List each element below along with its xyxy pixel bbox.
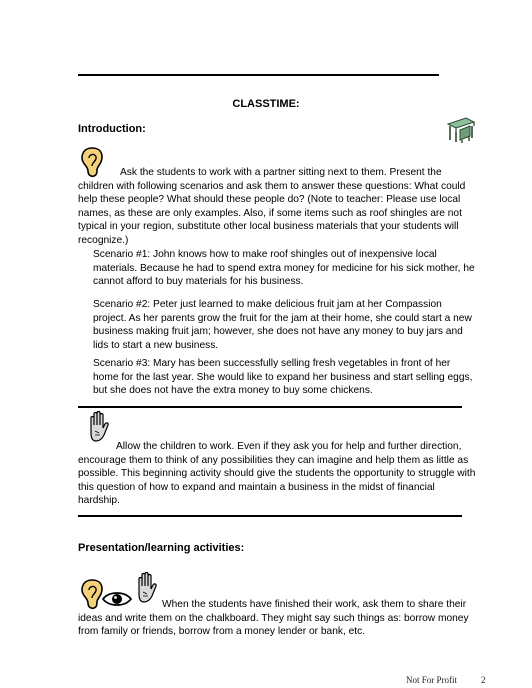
page-number: 2 xyxy=(481,675,486,685)
work-divider xyxy=(78,515,462,517)
desk-chair-icon xyxy=(444,114,478,144)
introduction-heading: Introduction: xyxy=(78,123,146,135)
scenarios-divider xyxy=(78,406,462,408)
footer-note: Not For Profit xyxy=(406,675,458,685)
introduction-paragraph: Ask the students to work with a partner sitting next to them. Present the children with following scenarios and ask them to answer these questions: What could help these people? What should these people do? (Note to teacher: Please use local names, as these are only examples. Also, if some items such as roof shingles are not typical in your region, substitute other local business materials that your students will recognize.) xyxy=(78,167,466,246)
scenario-2: Scenario #2: Peter just learned to make delicious fruit jam at her Compassion project. As her parents grow the fruit for the jam at their home, she could start a new business making fruit jam; however, she does not have any money to buy jars and lids to start a new business. xyxy=(93,299,472,351)
scenario-1: Scenario #1: John knows how to make roof shingles out of inexpensive local materials. Because he had to spend extra money for medicine for his sick mother, he cannot afford to buy materials for his business. xyxy=(93,249,475,288)
page-title: CLASSTIME: xyxy=(232,98,300,110)
top-divider xyxy=(78,74,439,76)
presentation-heading: Presentation/learning activities: xyxy=(78,542,245,554)
hand-icon xyxy=(86,411,110,443)
scenario-3: Scenario #3: Mary has been successfully selling fresh vegetables in front of her home for the last year. She would like to expand her business and start selling eggs, but she does not have the extra money to buy some chickens. xyxy=(93,358,473,397)
presentation-paragraph: When the students have finished their work, ask them to share their ideas and write them on the chalkboard. They might say such things as: borrow money from family or friends, borrow from a money lender or bank, etc. xyxy=(78,599,469,638)
work-paragraph: Allow the children to work. Even if they ask you for help and further direction, encourage them to think of any possibilities they can imagine and help them as little as possible. This beginning activity should give the students the opportunity to struggle with this question of how to expand and maintain a business in the midst of financial hardship. xyxy=(78,441,476,507)
